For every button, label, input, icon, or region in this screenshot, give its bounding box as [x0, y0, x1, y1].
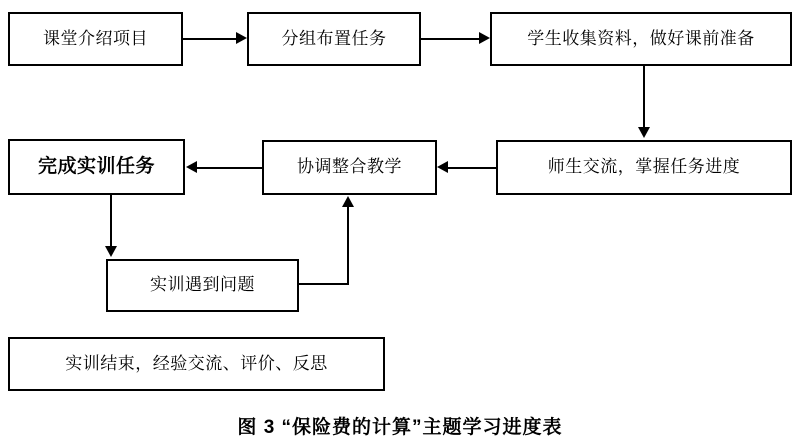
node-label: 课堂介绍项目	[43, 28, 148, 48]
node-exchange	[496, 140, 792, 195]
node-label: 实训遇到问题	[150, 275, 255, 295]
figure-caption: 图 3 “保险费的计算”主题学习进度表	[237, 417, 563, 438]
node-label: 分组布置任务	[281, 28, 387, 48]
node-label: 协调整合教学	[297, 157, 402, 177]
edge-problem-to-coordinate-horizontal	[299, 283, 349, 285]
arrowhead-intro-to-assign	[236, 32, 247, 44]
edge-assign-to-collect	[421, 38, 479, 40]
node-end	[8, 337, 385, 391]
node-assign	[247, 12, 421, 66]
node-label: 实训结束，经验交流、评价、反思	[65, 353, 328, 373]
edge-collect-to-exchange	[643, 66, 645, 128]
arrowhead-coordinate-to-finish	[186, 161, 197, 173]
arrowhead-problem-to-coordinate	[342, 196, 354, 207]
edge-intro-to-assign	[183, 38, 238, 40]
edge-finish-to-problem	[110, 195, 112, 247]
node-label: 学生收集资料，做好课前准备	[527, 28, 755, 48]
node-problem	[106, 259, 299, 312]
edge-exchange-to-coordinate	[448, 167, 496, 169]
arrowhead-exchange-to-coordinate	[437, 161, 448, 173]
node-collect	[490, 12, 792, 66]
node-label: 完成实训任务	[37, 155, 155, 177]
node-finish	[8, 139, 185, 195]
arrowhead-finish-to-problem	[105, 246, 117, 257]
edge-problem-to-coordinate-vertical	[347, 207, 349, 285]
edge-coordinate-to-finish	[197, 167, 262, 169]
node-coordinate	[262, 140, 437, 195]
arrowhead-assign-to-collect	[479, 32, 490, 44]
node-intro	[8, 12, 183, 66]
node-label: 师生交流，掌握任务进度	[547, 157, 741, 177]
arrowhead-collect-to-exchange	[638, 127, 650, 138]
